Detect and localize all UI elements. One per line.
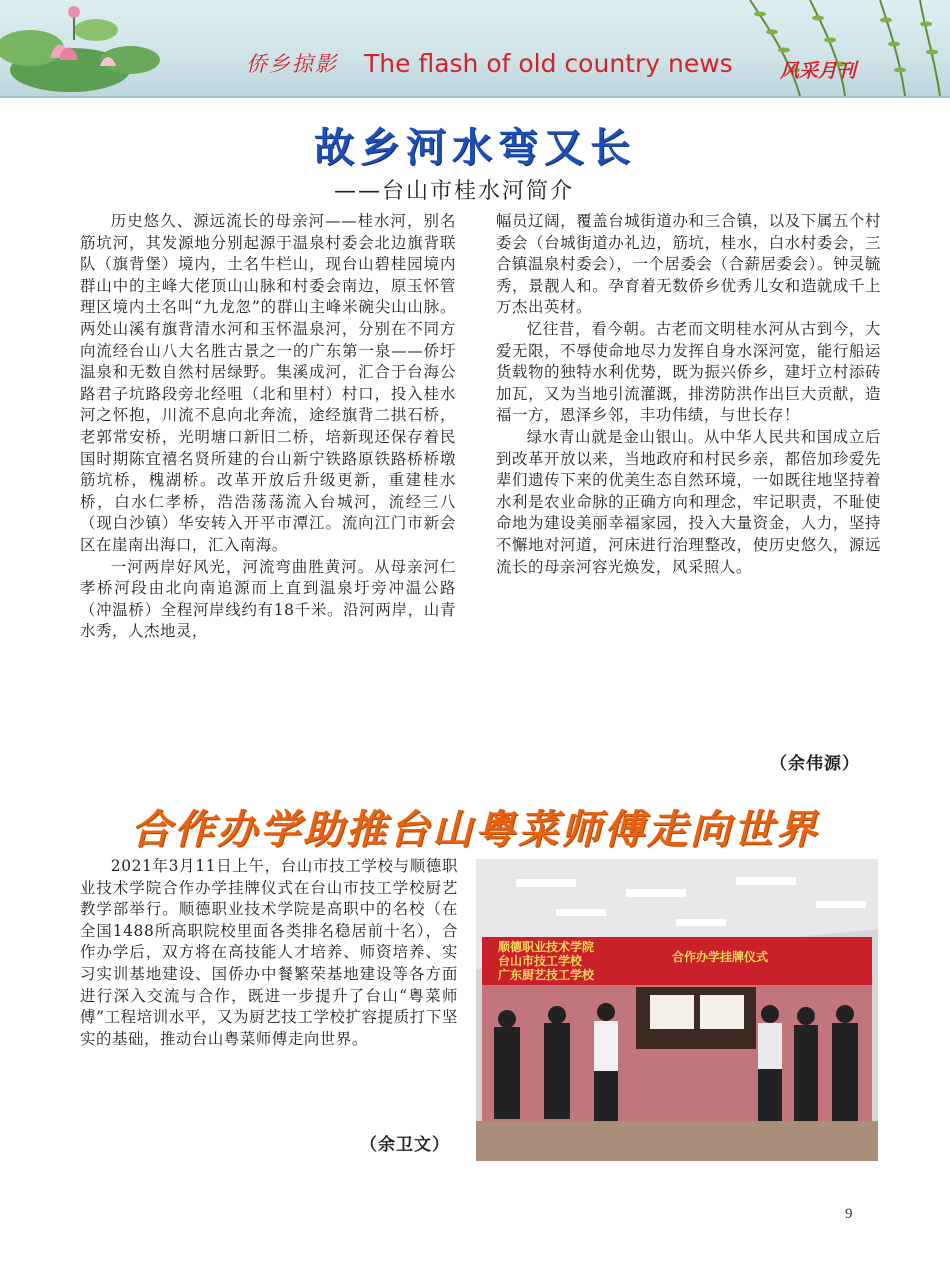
article1-title: 故乡河水弯又长 [314, 125, 636, 171]
page-number: 9 [845, 1206, 853, 1222]
magazine-name: 风采月刊 [780, 60, 857, 82]
article2-author: （余卫文） [360, 1135, 450, 1155]
ceremony-photo [476, 859, 878, 1161]
column-label-en: The flash of old country news [364, 49, 733, 78]
article1-column-right [496, 211, 881, 578]
article1-paragraph: 一河两岸好风光，河流弯曲胜黄河。从母亲河仁孝桥河段由北向南追源而上直到温泉圩旁冲温公路（冲温桥）全程河岸线约有18千米。沿河两岸，山青水秀，人杰地灵， [80, 557, 456, 641]
photo-banner-left-line1: 顺德职业技术学院 [498, 940, 595, 954]
photo-banner-right: 合作办学挂牌仪式 [672, 950, 769, 964]
photo-banner-left-line3: 广东厨艺技工学校 [498, 968, 595, 982]
article1-subtitle: ——台山市桂水河简介 [334, 179, 575, 204]
page-header [0, 0, 950, 98]
article2-body [80, 856, 458, 1050]
article2-paragraph: 2021年3月11日上午，台山市技工学校与顺德职业技术学院合作办学挂牌仪式在台山市技工学校厨艺教学部举行。顺德职业技术学院是高职中的名校（在全国1488所高职院校里面各类排名稳居前十名），合作办学后，双方将在高技能人才培养、师资培养、实习实训基地建设、国侨办中餐繁荣基地建设等各方面进行深入交流与合作，既进一步提升了台山“粤菜师傅”工程培训水平，又为厨艺技工学校扩容提质打下坚实的基础，推动台山粤菜师傅走向世界。 [80, 857, 458, 1048]
article1-paragraph: 历史悠久、源远流长的母亲河——桂水河，别名筋坑河，其发源地分别起源于温泉村委会北边旗背联队（旗背堡）境内，土名牛栏山，现台山碧桂园境内群山中的主峰大佬顶山山脉和村委会南边，原玉怀管理区境内土名叫“九龙忽”的群山主峰米碗尖山山脉。两处山溪有旗背清水河和玉怀温泉河，分别在不同方向流经台山八大名胜古景之一的广东第一泉——侨圩温泉和无数自然村居绿野。集溪成河，汇合于台海公路君子坑路段旁北经咀（北和里村）村口，投入桂水河之怀抱，川流不息向北奔流，途经旗背二拱石桥，老郭常安桥，光明塘口新旧二桥，培新现还保存着民国时期陈宜禧名贤所建的台山新宁铁路原铁路桥桥墩筋坑桥，槐湖桥。改革开放后升级更新，重建桂水桥，白水仁孝桥，浩浩荡荡流入台城河，流经三八（现白沙镇）华安转入开平市潭江。流向江门市新会区在崖南出海口，汇入南海。 [80, 212, 456, 554]
article1-author: （余伟源） [770, 754, 860, 774]
ceremony-photo-illustration [476, 859, 878, 1161]
lotus-decoration-icon [0, 0, 200, 96]
column-label-cn: 侨乡掠影 [246, 52, 338, 76]
photo-banner-left-line2: 台山市技工学校 [498, 954, 583, 968]
article1-paragraph: 绿水青山就是金山银山。从中华人民共和国成立后到改革开放以来，当地政府和村民乡亲，都倍加珍爱先辈们遗传下来的优美生态自然环境，一如既往地坚持着水利是农业命脉的正确方向和理念，牢记职责，不耻使命地为建设美丽幸福家园，投入大量资金，人力，坚持不懈地对河道，河床进行治理整改，使历史悠久，源远流长的母亲河容光焕发，风采照人。 [496, 427, 881, 576]
article1-column-left [80, 211, 456, 643]
article2-title: 合作办学助推台山粤菜师傅走向世界 [131, 807, 819, 853]
article1-paragraph-continued: 幅员辽阔，覆盖台城街道办和三合镇，以及下属五个村委会（台城街道办礼边，筋坑，桂水，白水村委会，三合镇温泉村委会），一个居委会（合薪居委会）。钟灵毓秀，景靓人和。孕育着无数侨乡优秀儿女和造就成千上万杰出英材。 [496, 212, 881, 317]
article1-paragraph: 忆往昔，看今朝。古老而文明桂水河从古到今，大爱无限，不辱使命地尽力发挥自身水深河宽，能行船运货载物的独特水利优势，既为振兴侨乡，建圩立村添砖加瓦，又为当地引流灌溉，排涝防洪作出巨大贡献，造福一方，恩泽乡邻，丰功伟绩，与世长存！ [496, 319, 881, 425]
